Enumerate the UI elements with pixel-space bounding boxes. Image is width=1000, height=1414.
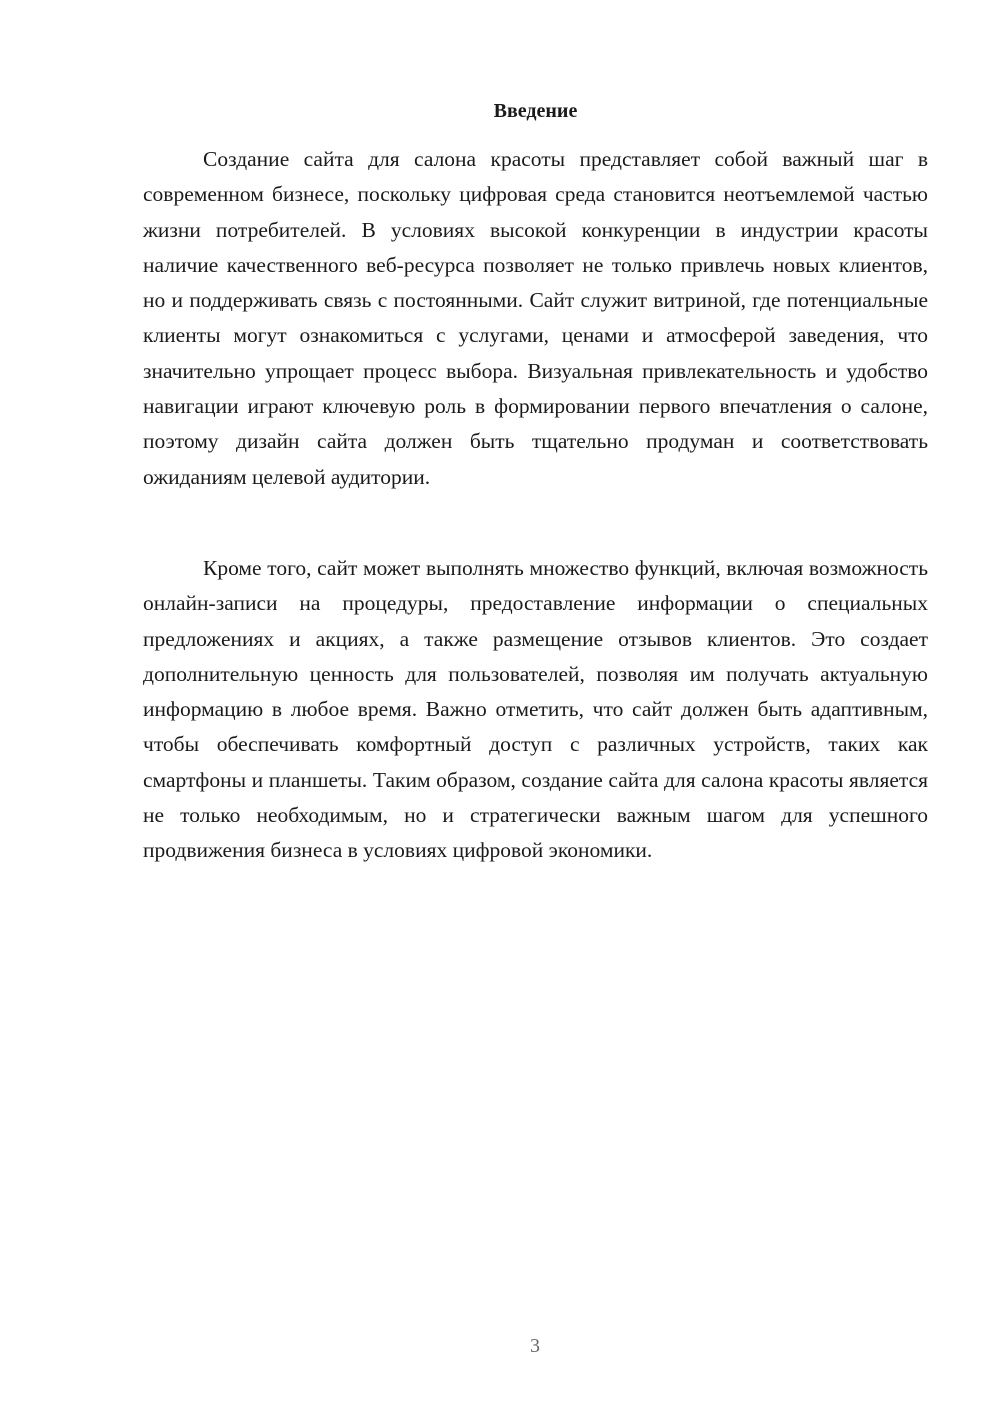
paragraph: Кроме того, сайт может выполнять множество функций, включая возможность онлайн-записи на процедуры, предоставление информации о специальных предложениях и акциях, а также размещение отзывов клиентов. Это создает дополнительную ценность для пользователей, позволяя им получать актуальную информацию в любое время. Важно отметить, что сайт должен быть адаптивным, чтобы обеспечивать комфортный доступ с различных устройств, таких как смартфоны и планшеты. Таким образом, создание сайта для салона красоты является не только необходимым, но и стратегически важным шагом для успешного продвижения бизнеса в условиях цифровой экономики.: [143, 556, 928, 863]
section-title: Введение: [493, 100, 578, 122]
paragraph: Создание сайта для салона красоты представляет собой важный шаг в современном бизнесе, поскольку цифровая среда становится неотъемлемой частью жизни потребителей. В условиях высокой конкуренции в индустрии красоты наличие качественного веб-ресурса позволяет не только привлечь новых клиентов, но и поддерживать связь с постоянными. Сайт служит витриной, где потенциальные клиенты могут ознакомиться с услугами, ценами и атмосферой заведения, что значительно упрощает процесс выбора. Визуальная привлекательность и удобство навигации играют ключевую роль в формировании первого впечатления о салоне, поэтому дизайн сайта должен быть тщательно продуман и соответствовать ожиданиям целевой аудитории.: [143, 147, 928, 489]
page-number: 3: [530, 1335, 540, 1357]
